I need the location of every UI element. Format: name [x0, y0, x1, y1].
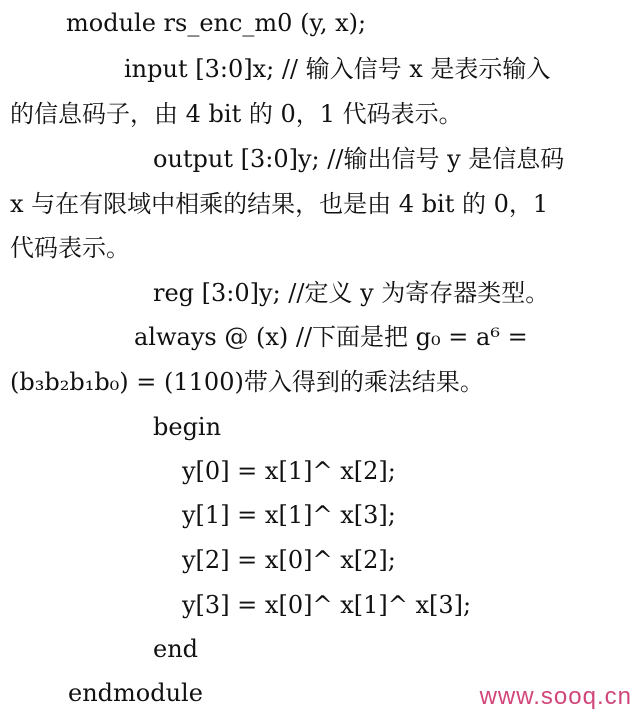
- code-line-input-comment-cont: 的信息码子，由 4 bit 的 0，1 代码表示。: [10, 100, 463, 128]
- code-line-y3: y[3] = x[0]^ x[1]^ x[3];: [182, 591, 472, 619]
- code-line-end: end: [153, 635, 199, 663]
- code-line-y2: y[2] = x[0]^ x[2];: [182, 546, 396, 574]
- code-line-begin: begin: [153, 413, 222, 441]
- code-line-y0: y[0] = x[1]^ x[2];: [182, 457, 396, 485]
- code-line-output-comment-cont: x 与在有限域中相乘的结果，也是由 4 bit 的 0，1: [10, 190, 549, 218]
- code-line-reg: reg [3:0]y; //定义 y 为寄存器类型。: [153, 279, 550, 307]
- code-line-always: always @ (x) //下面是把 g₀ = a⁶ =: [134, 323, 528, 351]
- watermark: www.sooq.cn: [479, 683, 632, 710]
- code-line-output-comment-end: 代码表示。: [10, 234, 130, 262]
- code-line-output: output [3:0]y; //输出信号 y 是信息码: [153, 145, 565, 173]
- code-line-always-comment-cont: (b₃b₂b₁b₀) = (1100)带入得到的乘法结果。: [10, 368, 484, 396]
- code-line-input: input [3:0]x; // 输入信号 x 是表示输入: [124, 55, 551, 83]
- code-line-endmodule: endmodule: [68, 679, 203, 707]
- code-line-module: module rs_enc_m0 (y, x);: [66, 9, 367, 37]
- code-line-y1: y[1] = x[1]^ x[3];: [182, 501, 396, 529]
